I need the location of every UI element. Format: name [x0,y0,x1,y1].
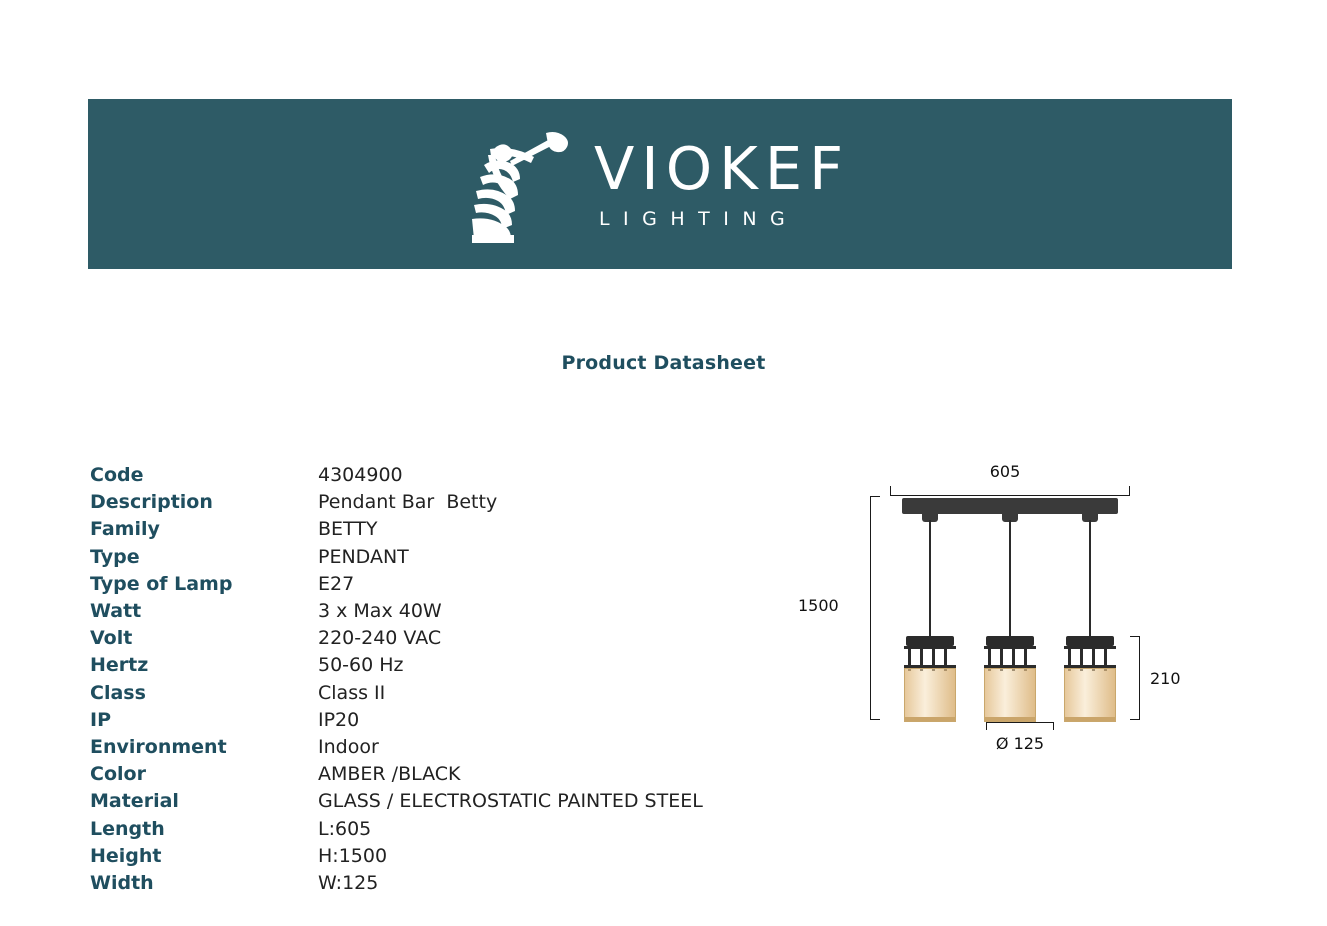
table-row [90,734,810,761]
dimension-diameter-label: Ø 125 [995,734,1045,753]
table-row [90,843,810,870]
spec-value: Indoor [318,736,379,759]
spec-label: IP [90,708,111,731]
shade-top-plate [1066,636,1114,646]
spec-value: H:1500 [318,844,388,867]
amber-glass-cylinder [1064,668,1116,722]
table-row [90,516,810,543]
shade-cage [1064,646,1116,668]
spec-value: 50-60 Hz [318,654,404,677]
spec-label: Type [90,545,140,568]
spec-label: Height [90,844,162,867]
spec-value: Pendant Bar Betty [318,491,498,514]
table-row [90,544,810,571]
brand-banner [88,99,1232,269]
logo [450,119,850,249]
spec-value: 220-240 VAC [318,627,442,650]
amber-glass-cylinder [984,668,1036,722]
table-row [90,870,810,897]
spec-label: Environment [90,736,227,759]
spec-label: Hertz [90,654,149,677]
spec-label: Length [90,817,165,840]
spec-label: Description [90,491,213,514]
spec-label: Family [90,518,160,541]
spec-label: Type of Lamp [90,572,233,595]
table-row [90,571,810,598]
table-row [90,788,810,815]
spec-value: IP20 [318,708,360,731]
spec-value: PENDANT [318,545,409,568]
spec-label: Watt [90,600,142,623]
dimension-diameter-bracket [986,722,1054,730]
dimension-length-label: 605 [989,462,1021,481]
dimension-length-bracket [890,486,1130,496]
table-row [90,625,810,652]
spec-value: AMBER /BLACK [318,763,461,786]
shade-top-plate [986,636,1034,646]
spec-label: Color [90,763,146,786]
spec-value: W:125 [318,872,379,895]
spec-value: L:605 [318,817,372,840]
product-technical-drawing [798,450,1260,780]
brand-name: VIOKEF [593,133,851,203]
table-row [90,489,810,516]
brand-tagline: LIGHTING [598,207,799,230]
shade-cage [984,646,1036,668]
shade-top-plate [906,636,954,646]
suspension-cord [929,520,931,636]
specifications-table [90,462,810,897]
spec-label: Class [90,681,146,704]
spec-label: Code [90,464,144,486]
spec-label: Volt [90,627,133,650]
viokef-archer-logo-icon [450,119,590,249]
amber-glass-cylinder [904,668,956,722]
table-row [90,816,810,843]
spec-value: BETTY [318,518,378,541]
spec-value: E27 [318,572,355,595]
spec-value: 3 x Max 40W [318,600,442,623]
table-row [90,598,810,625]
table-row [90,761,810,788]
table-row [90,680,810,707]
suspension-cord [1089,520,1091,636]
page-title: Product Datasheet [561,352,766,374]
table-row [90,462,810,489]
shade-cage [904,646,956,668]
table-row [90,652,810,679]
spec-label: Material [90,790,179,813]
dimension-height-label: 1500 [798,596,839,615]
dimension-shade-height-label: 210 [1150,669,1181,688]
spec-value: 4304900 [318,464,403,486]
dimension-height-bracket [870,496,880,720]
suspension-cord [1009,520,1011,636]
spec-value: Class II [318,681,386,704]
table-row [90,707,810,734]
spec-value: GLASS / ELECTROSTATIC PAINTED STEEL [318,790,703,813]
dimension-shade-height-bracket [1130,636,1140,720]
spec-label: Width [90,872,154,895]
